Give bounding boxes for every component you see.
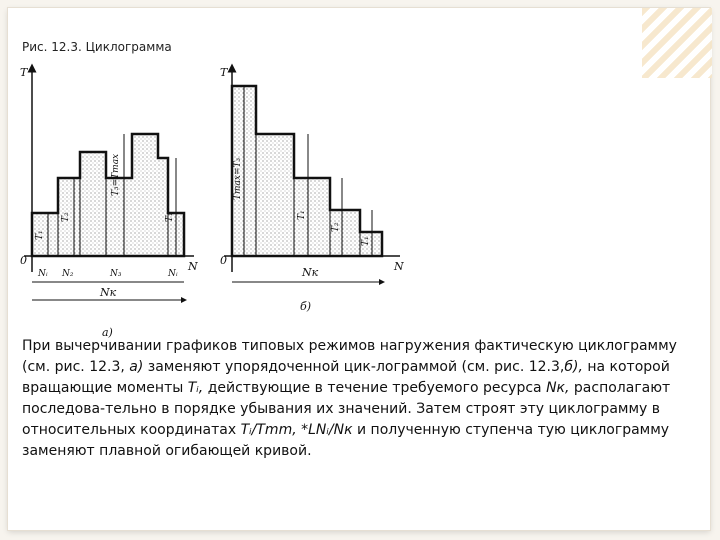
para-var-lni: *LNᵢ/Nк xyxy=(296,422,353,438)
left-n-label-4: Nᵢ xyxy=(168,269,178,279)
cyclogram-svg xyxy=(18,60,406,340)
left-x-label: N xyxy=(188,260,198,273)
right-step-label-2: T₁ xyxy=(297,210,307,220)
para-ref-a: а) xyxy=(129,359,144,375)
figure-caption: Рис. 12.3. Циклограмма xyxy=(22,40,172,54)
para-var-ti: Tᵢ, xyxy=(187,380,204,396)
para-part-4: действующие в течение требуемого ресурса xyxy=(203,380,547,396)
right-step-label-4: T₁ xyxy=(361,236,371,246)
para-part-5: располагают последова-тельно в порядке убывания их значений. Затем строят эту циклограмму в относительных координатах xyxy=(22,380,671,438)
left-cyclogram xyxy=(20,66,198,339)
para-var-ratio: Tᵢ/Tmm, xyxy=(240,422,297,438)
cyclogram-figure xyxy=(18,60,406,340)
body-paragraph xyxy=(22,336,704,462)
left-n-label-2: N₂ xyxy=(62,269,74,279)
left-step-label-4: T₁ xyxy=(165,212,175,222)
para-part-3: на которой вращающие моменты xyxy=(22,359,670,396)
right-origin-label: 0 xyxy=(220,254,227,267)
right-y-label: T xyxy=(220,66,228,79)
right-x-label: N xyxy=(394,260,404,273)
corner-decoration xyxy=(642,8,712,78)
left-origin-label: 0 xyxy=(20,254,27,267)
left-step-area xyxy=(32,134,184,256)
left-step-label-2: T₂ xyxy=(61,212,71,222)
para-part-2: заменяют упорядоченной цик-лограммой (см. рис. 12.3, xyxy=(143,359,565,375)
left-step-label-3: T₃=Tmax xyxy=(111,153,121,196)
para-var-nk: Nк, xyxy=(546,380,570,396)
left-n-label-1: Nᵢ xyxy=(38,269,48,279)
para-ref-b: б), xyxy=(564,359,583,375)
right-sub-label: б) xyxy=(300,300,312,313)
right-step-label-1: Tmax=T₃ xyxy=(233,157,243,200)
right-cyclogram xyxy=(220,66,404,313)
left-step-label-1: T₁ xyxy=(35,230,45,240)
left-total-label: Nк xyxy=(100,286,117,299)
para-part-1: При вычерчивании графиков типовых режимов нагружения фактическую циклограмму (см. рис. 12.3, xyxy=(22,338,677,375)
para-part-7: и полученную ступенча тую циклограмму заменяют плавной огибающей кривой. xyxy=(22,422,670,459)
right-step-label-3: T₂ xyxy=(331,222,341,232)
left-n-label-3: N₃ xyxy=(110,269,122,279)
left-sub-label: а) xyxy=(102,326,113,339)
right-total-label: Nк xyxy=(302,266,319,279)
left-y-label: T xyxy=(20,66,28,79)
